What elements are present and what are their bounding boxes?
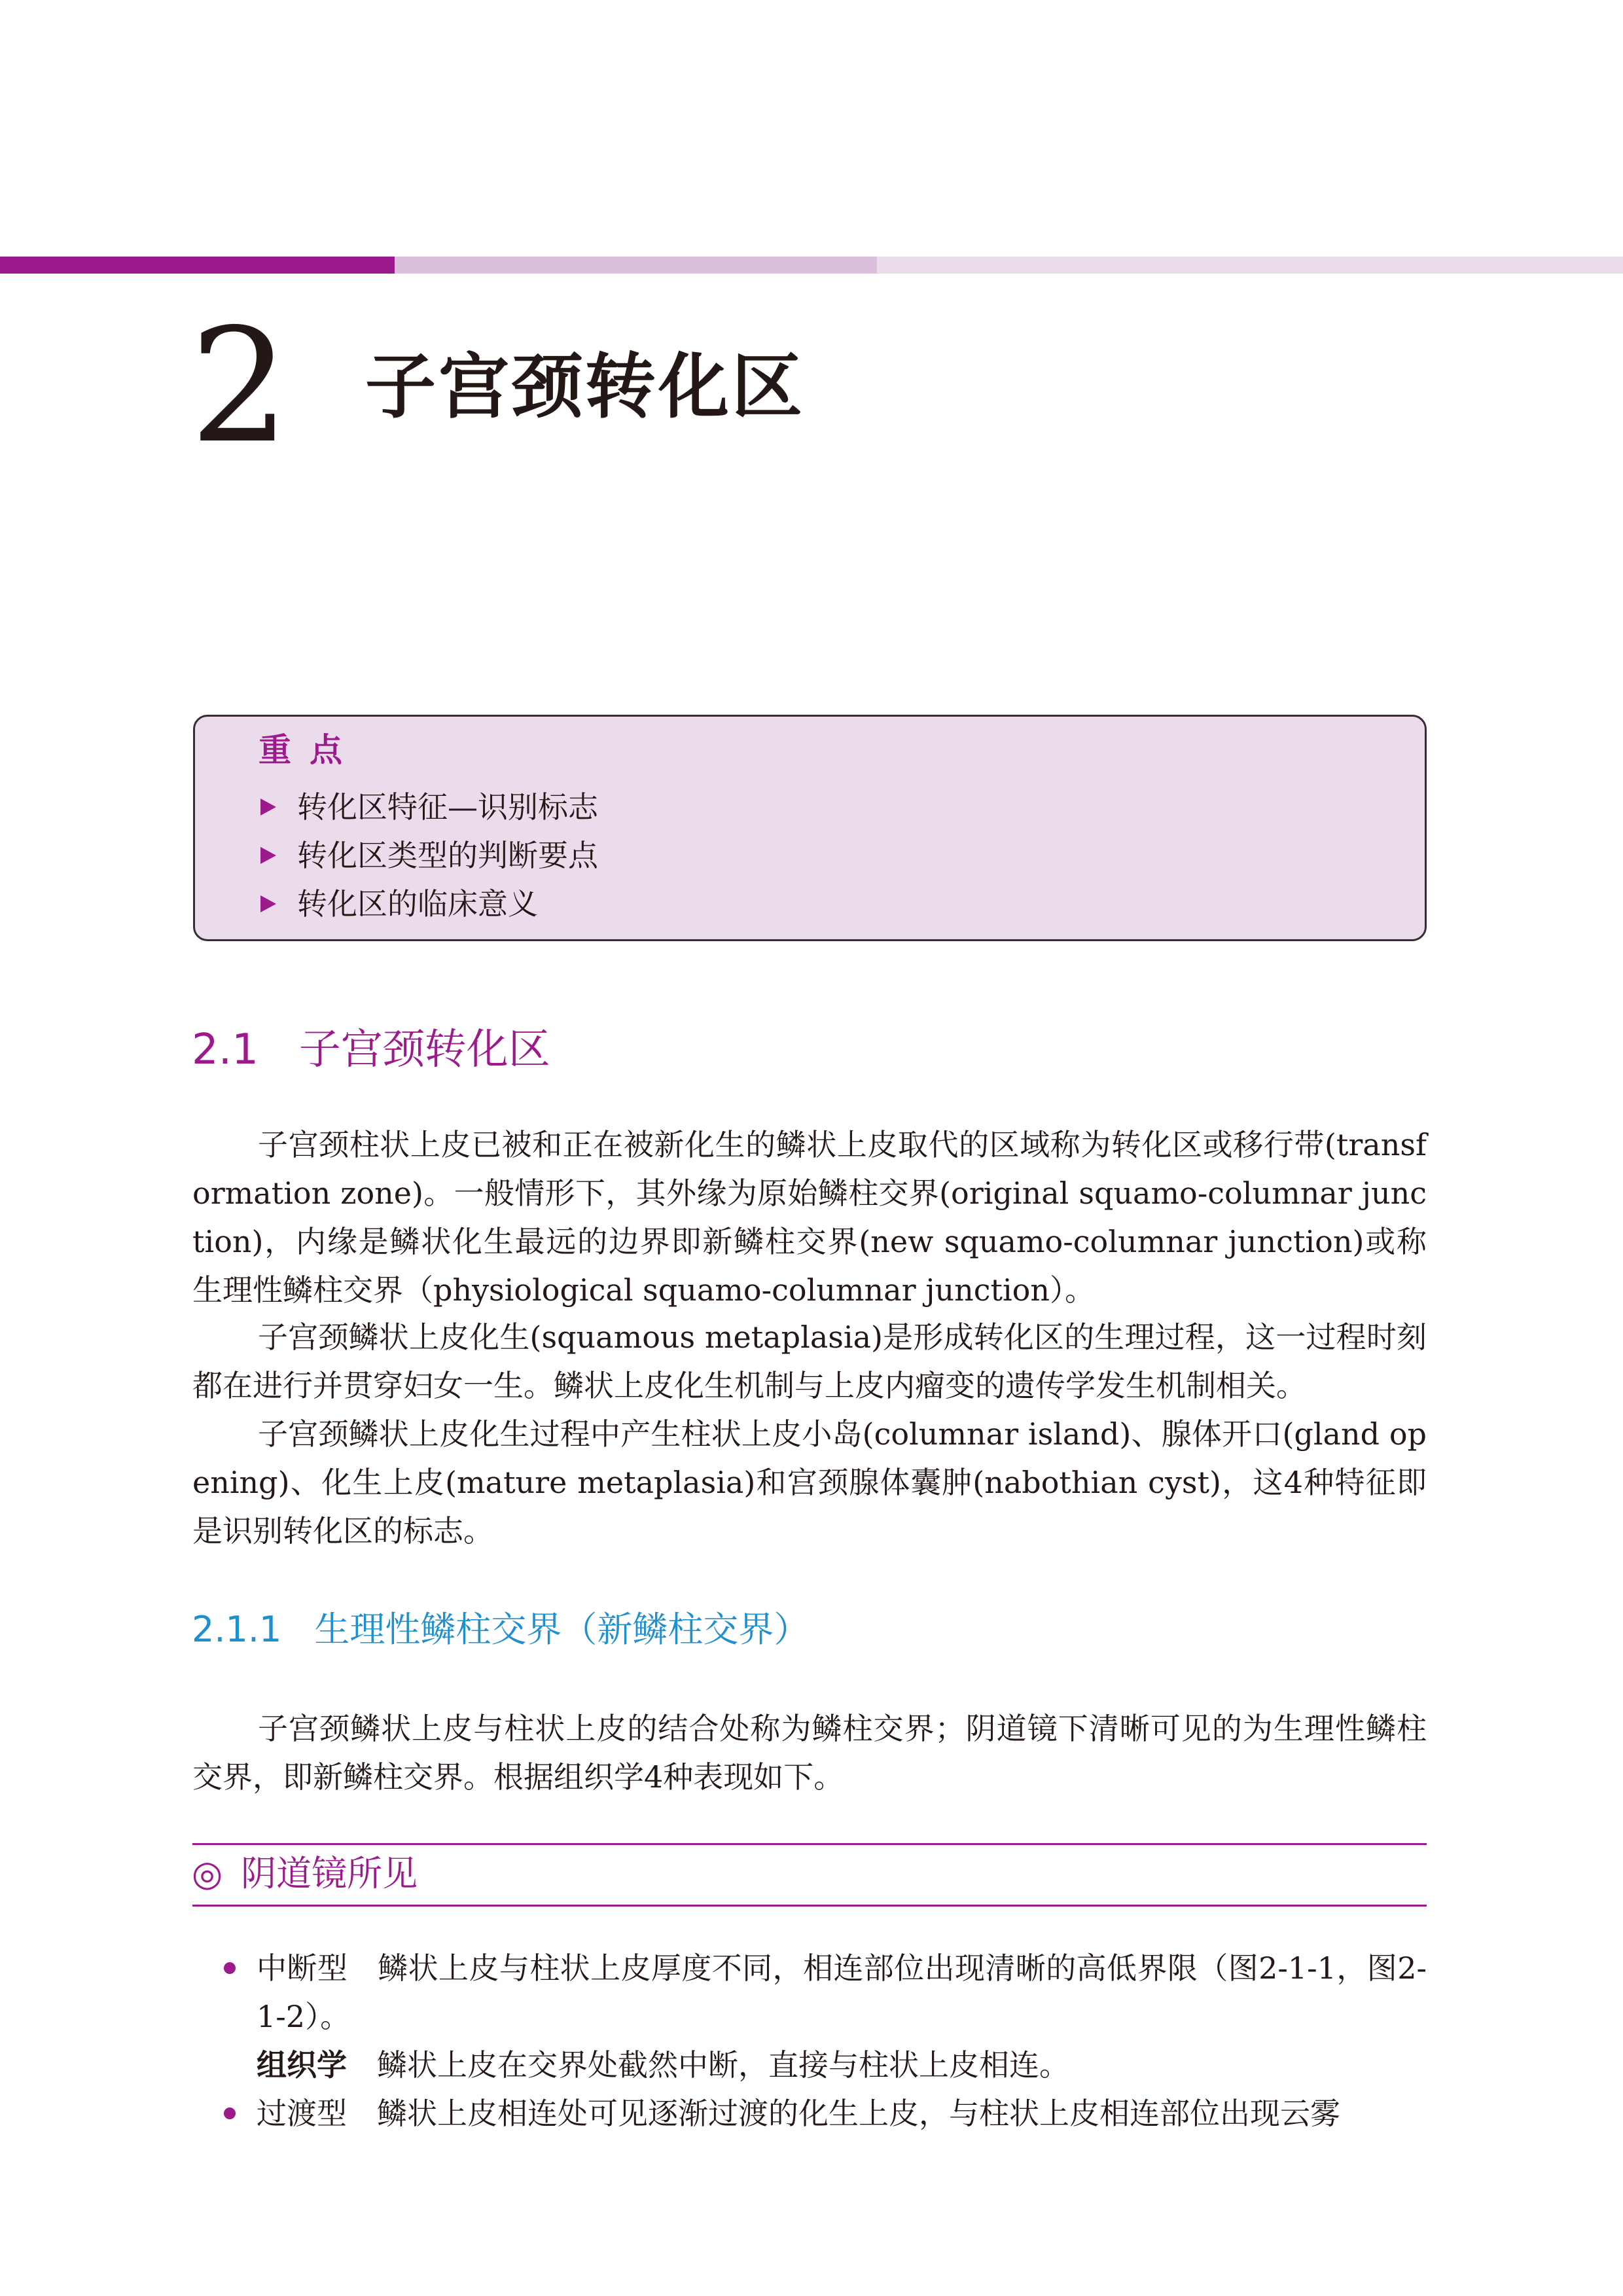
list-item (257, 1944, 1427, 2041)
type-term: 过渡型 (257, 2096, 347, 2131)
subsection-number: 2.1.1 (192, 1609, 282, 1650)
triangle-bullet-icon (260, 847, 276, 864)
key-point-item: 转化区类型的判断要点 (260, 836, 598, 884)
section-title: 子宫颈转化区 (298, 1026, 550, 1074)
section-heading (192, 1026, 550, 1074)
subsection-title: 生理性鳞柱交界（新鳞柱交界） (314, 1609, 810, 1650)
double-circle-icon: ◎ (192, 1853, 223, 1894)
key-points-list (260, 787, 598, 933)
body-paragraph: 子宫颈鳞状上皮化生(squamous metaplasia)是形成转化区的生理过程，这一过程时刻都在进行并贯穿妇女一生。鳞状上皮化生机制与上皮内瘤变的遗传学发生机制相关。 (192, 1319, 1427, 1403)
colposcopy-heading (192, 1853, 418, 1895)
type-term: 中断型 (257, 1950, 348, 1986)
subsection-paragraph: 子宫颈鳞状上皮与柱状上皮的结合处称为鳞柱交界；阴道镜下清晰可见的为生理性鳞柱交界，即新鳞柱交界。根据组织学4种表现如下。 (192, 1711, 1427, 1795)
bullet-dot-icon (224, 1962, 236, 1974)
key-point-item: 转化区的临床意义 (260, 884, 598, 933)
triangle-bullet-icon (260, 798, 276, 816)
triangle-bullet-icon (260, 895, 276, 912)
list-item (257, 2089, 1427, 2138)
header-bar-light (877, 257, 1623, 274)
key-points-label: 重点 (259, 731, 361, 769)
key-point-item: 转化区特征—识别标志 (260, 787, 598, 836)
divider-top (192, 1843, 1427, 1845)
body-paragraph: 子宫颈柱状上皮已被和正在被新化生的鳞状上皮取代的区域称为转化区或移行带(transformation zone)。一般情形下，其外缘为原始鳞柱交界(original squamo-columnar junction)，内缘是鳞状化生最远的边界即新鳞柱交界(new squamo-columnar junction)或称生理性鳞柱交界（physiological squamo-columnar junction）。 (192, 1127, 1427, 1308)
chapter-title: 子宫颈转化区 (365, 346, 806, 428)
key-points-box (193, 715, 1427, 941)
type-list (257, 1944, 1427, 2138)
list-item-histology (257, 2041, 1427, 2089)
section-number: 2.1 (192, 1026, 259, 1074)
type-description: 鳞状上皮与柱状上皮厚度不同，相连部位出现清晰的高低界限（图2-1-1，图2-1-2）。 (257, 1950, 1427, 2034)
type-description: 鳞状上皮相连处可见逐渐过渡的化生上皮，与柱状上皮相连部位出现云雾 (377, 2096, 1340, 2131)
header-bar-dark (0, 257, 395, 274)
divider-bottom (192, 1905, 1427, 1907)
subsection-heading (192, 1609, 810, 1650)
histology-label: 组织学 (257, 2047, 347, 2083)
colposcopy-title: 阴道镜所见 (241, 1853, 418, 1894)
body-paragraph: 子宫颈鳞状上皮化生过程中产生柱状上皮小岛(columnar island)、腺体开口(gland opening)、化生上皮(mature metaplasia)和宫颈腺体囊肿(nabothian cyst)，这4种特征即是识别转化区的标志。 (192, 1416, 1427, 1549)
header-bar-medium (395, 257, 877, 274)
histology-text: 鳞状上皮在交界处截然中断，直接与柱状上皮相连。 (377, 2047, 1069, 2083)
bullet-dot-icon (224, 2108, 236, 2119)
chapter-number: 2 (190, 295, 286, 478)
